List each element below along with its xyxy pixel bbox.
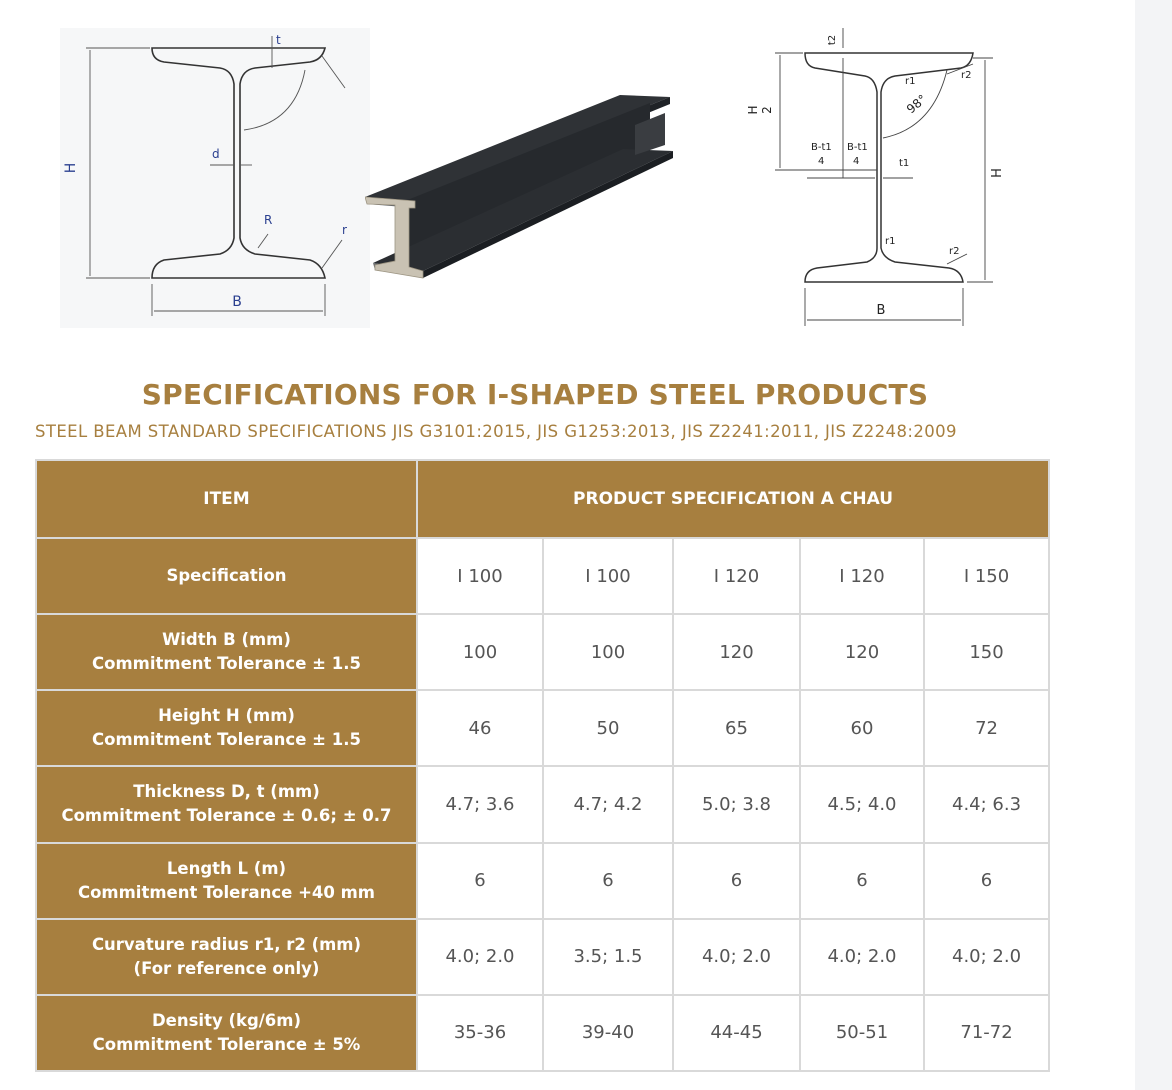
row-label-secondary: Commitment Tolerance ± 1.5 [92,654,361,674]
std-label-bt-right-num: B-t1 [847,142,868,153]
row-label-secondary: (For reference only) [133,958,320,978]
value-cell: 65 [673,690,800,766]
std-label-bt-right-den: 4 [853,156,860,167]
value-cell: 4.4; 6.3 [924,766,1049,842]
header-product-spec: PRODUCT SPECIFICATION A CHAU [417,460,1049,538]
std-label-r2: r2 [961,70,972,81]
row-label-cell [36,766,417,842]
value-cell: 150 [924,614,1049,690]
row-label-cell [36,919,417,995]
i-beam-3d-illustration [365,85,675,295]
value-cell: I 120 [800,538,924,614]
value-cell: 4.5; 4.0 [800,766,924,842]
value-cell: 4.0; 2.0 [673,919,800,995]
std-label-t1: t1 [899,158,910,169]
std-label-r1: r1 [905,76,916,87]
value-cell: 6 [800,843,924,919]
row-label-primary: Thickness D, t (mm) [133,782,320,802]
value-cell: 50 [543,690,673,766]
value-cell: 72 [924,690,1049,766]
value-cell: 3.5; 1.5 [543,919,673,995]
value-cell: 120 [800,614,924,690]
table-row [36,690,1049,766]
std-label-bt-left-num: B-t1 [811,142,832,153]
page-subtitle: STEEL BEAM STANDARD SPECIFICATIONS JIS G3101:2015, JIS G1253:2013, JIS Z2241:2011, JIS Z2248:2009 [35,422,957,441]
header-item: ITEM [36,460,417,538]
dim-label-B: B [232,294,242,310]
table-row [36,843,1049,919]
value-cell: 39-40 [543,995,673,1071]
dim-label-d: d [212,147,220,161]
row-label-cell [36,843,417,919]
value-cell: 4.0; 2.0 [800,919,924,995]
specification-table [35,459,1050,1072]
value-cell: 100 [543,614,673,690]
value-cell: 4.7; 4.2 [543,766,673,842]
std-label-bt-left-den: 4 [818,156,825,167]
std-label-r1-low: r1 [885,236,896,247]
value-cell: 4.7; 3.6 [417,766,543,842]
table-row [36,538,1049,614]
value-cell: 44-45 [673,995,800,1071]
row-label-primary: Density (kg/6m) [151,1010,302,1030]
value-cell: 6 [543,843,673,919]
row-label-secondary: Commitment Tolerance ± 5% [92,1034,361,1054]
value-cell: 5.0; 3.8 [673,766,800,842]
row-label-secondary: Commitment Tolerance ± 0.6; ± 0.7 [61,806,392,826]
std-label-H: H [990,168,1005,178]
value-cell: 50-51 [800,995,924,1071]
value-cell: 60 [800,690,924,766]
dim-label-R: R [264,213,273,227]
std-label-B: B [876,303,886,318]
page-title: SPECIFICATIONS FOR I-SHAPED STEEL PRODUCTS [141,378,929,411]
i-beam-standard-drawing [735,18,1035,336]
value-cell: 4.0; 2.0 [417,919,543,995]
value-cell: 6 [417,843,543,919]
std-label-H-half-num: H [746,105,760,115]
value-cell: I 100 [417,538,543,614]
table-header-row [36,460,1049,538]
value-cell: 120 [673,614,800,690]
std-label-r2-low: r2 [949,246,960,257]
value-cell: I 150 [924,538,1049,614]
value-cell: 71-72 [924,995,1049,1071]
dim-label-H: H [63,162,79,174]
row-label-primary: Curvature radius r1, r2 (mm) [91,934,362,954]
table-row [36,995,1049,1071]
value-cell: 6 [673,843,800,919]
row-label-primary: Width B (mm) [162,630,291,650]
table-row [36,766,1049,842]
right-margin-strip [1135,0,1172,1090]
value-cell: 6 [924,843,1049,919]
row-label-cell [36,995,417,1071]
row-label-primary: Specification [166,566,287,586]
table-row [36,614,1049,690]
row-label-secondary: Commitment Tolerance ± 1.5 [92,730,361,750]
value-cell: I 100 [543,538,673,614]
std-label-t2: t2 [827,34,838,46]
std-label-H-half-den: 2 [760,106,774,114]
value-cell: 100 [417,614,543,690]
std-label-angle: 98° [903,91,930,117]
i-beam-cross-section-diagram [60,28,370,328]
row-label-primary: Height H (mm) [158,706,295,726]
value-cell: I 120 [673,538,800,614]
value-cell: 46 [417,690,543,766]
value-cell: 35-36 [417,995,543,1071]
value-cell: 4.0; 2.0 [924,919,1049,995]
dim-label-t: t [276,33,281,47]
dim-label-r: r [342,223,347,237]
row-label-secondary: Commitment Tolerance +40 mm [77,882,376,902]
row-label-primary: Length L (m) [166,858,287,878]
row-label-cell [36,614,417,690]
row-label-cell [36,538,417,614]
table-row [36,919,1049,995]
row-label-cell [36,690,417,766]
